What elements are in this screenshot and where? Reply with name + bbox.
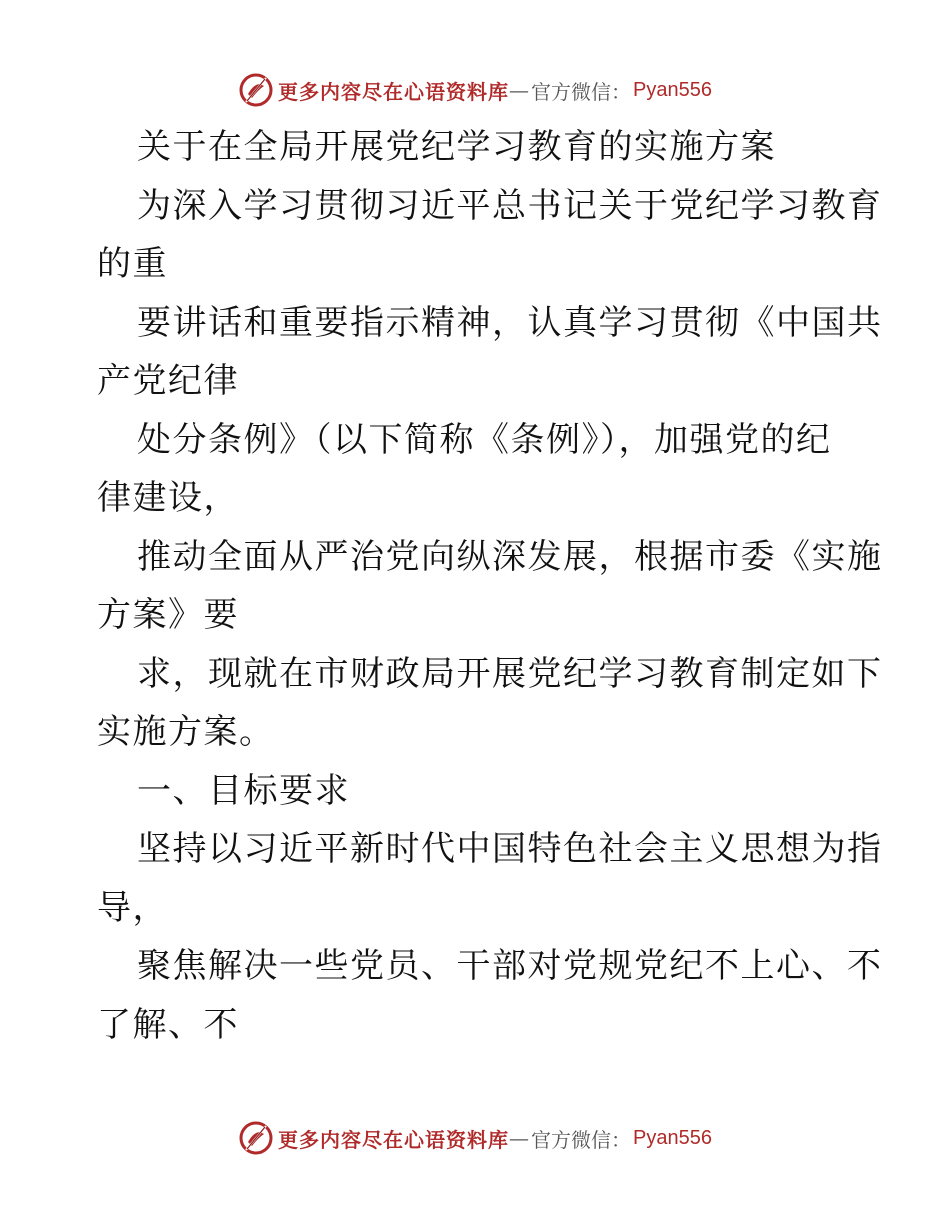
document-body: [97, 118, 883, 1054]
paragraph-line: 推动全面从严治党向纵深发展，根据市委《实施: [137, 536, 883, 577]
paragraph-line: 方案》要: [97, 595, 239, 635]
banner-wechat-id: Pyan556: [633, 78, 712, 101]
paragraph-line: 的重: [97, 244, 168, 284]
rose-pen-logo-icon: [238, 1120, 274, 1156]
banner-separator: —: [509, 1126, 530, 1150]
paragraph-line: 为深入学习贯彻习近平总书记关于党纪学习教育: [137, 185, 883, 226]
banner-wechat-label: 官方微信：: [531, 1127, 632, 1152]
paragraph-line: 产党纪律: [97, 361, 239, 401]
paragraph-line: 要讲话和重要指示精神，认真学习贯彻《中国共: [137, 302, 883, 343]
banner-main-text: 更多内容尽在心语资料库: [278, 1127, 510, 1152]
banner-wechat-id: Pyan556: [633, 1126, 712, 1149]
header-watermark: [0, 70, 950, 110]
banner-main-text: 更多内容尽在心语资料库: [278, 79, 510, 104]
paragraph-line: 求，现就在市财政局开展党纪学习教育制定如下: [137, 653, 883, 694]
paragraph-line: 导，: [97, 887, 168, 928]
paragraph-line: 了解、不: [97, 1004, 239, 1045]
section-heading: 一、目标要求: [137, 770, 350, 811]
banner-wechat-label: 官方微信：: [531, 79, 632, 104]
paragraph-line: 聚焦解决一些党员、干部对党规党纪不上心、不: [137, 946, 883, 986]
paragraph-line: 律建设，: [97, 478, 239, 518]
paragraph-line: 处分条例》（以下简称《条例》），加强党的纪: [137, 419, 832, 460]
document-title: 关于在全局开展党纪学习教育的实施方案: [137, 127, 776, 167]
paragraph-line: 实施方案。: [97, 712, 275, 752]
footer-watermark: [0, 1118, 950, 1158]
rose-pen-logo-icon: [238, 72, 274, 108]
paragraph-line: 坚持以习近平新时代中国特色社会主义思想为指: [137, 829, 883, 869]
banner-separator: —: [509, 78, 530, 102]
